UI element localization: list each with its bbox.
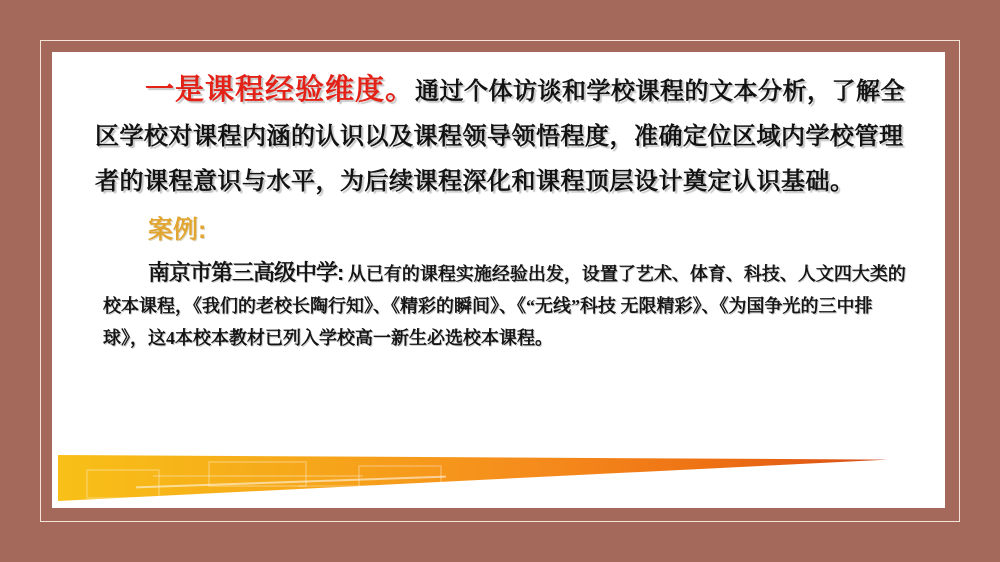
heading-emphasis: 一是课程经验维度。 [145,74,416,106]
case-school-name: 南京市第三高级中学: [148,260,344,285]
circuit-pattern-box [86,469,160,499]
heading-body-text: 通过个体访谈和学校课程的文本分析，了解全区学校对课程内涵的认识以及课程领导领悟程度，准确定位区域内学校管理者的课程意识与水平，为后续课程深化和课程顶层设计奠定认识基础。 [95,78,906,195]
case-label: 案例: [148,216,207,244]
circuit-trace-line [298,485,458,487]
slide-content-area [52,52,945,508]
bottom-ribbon-decoration [58,455,888,501]
heading-paragraph [52,52,945,204]
circuit-trace-line [153,475,363,477]
case-paragraph [103,257,907,354]
case-body-text: 从已有的课程实施经验出发，设置了艺术、体育、科技、人文四大类的校本课程，《我们的老校长陶行知》、《精彩的瞬间》、《“无线”科技 无限精彩》、《为国争光的三中排球》，这4本校本教材已列入学校高一新生必选校本课程。 [103,264,906,348]
